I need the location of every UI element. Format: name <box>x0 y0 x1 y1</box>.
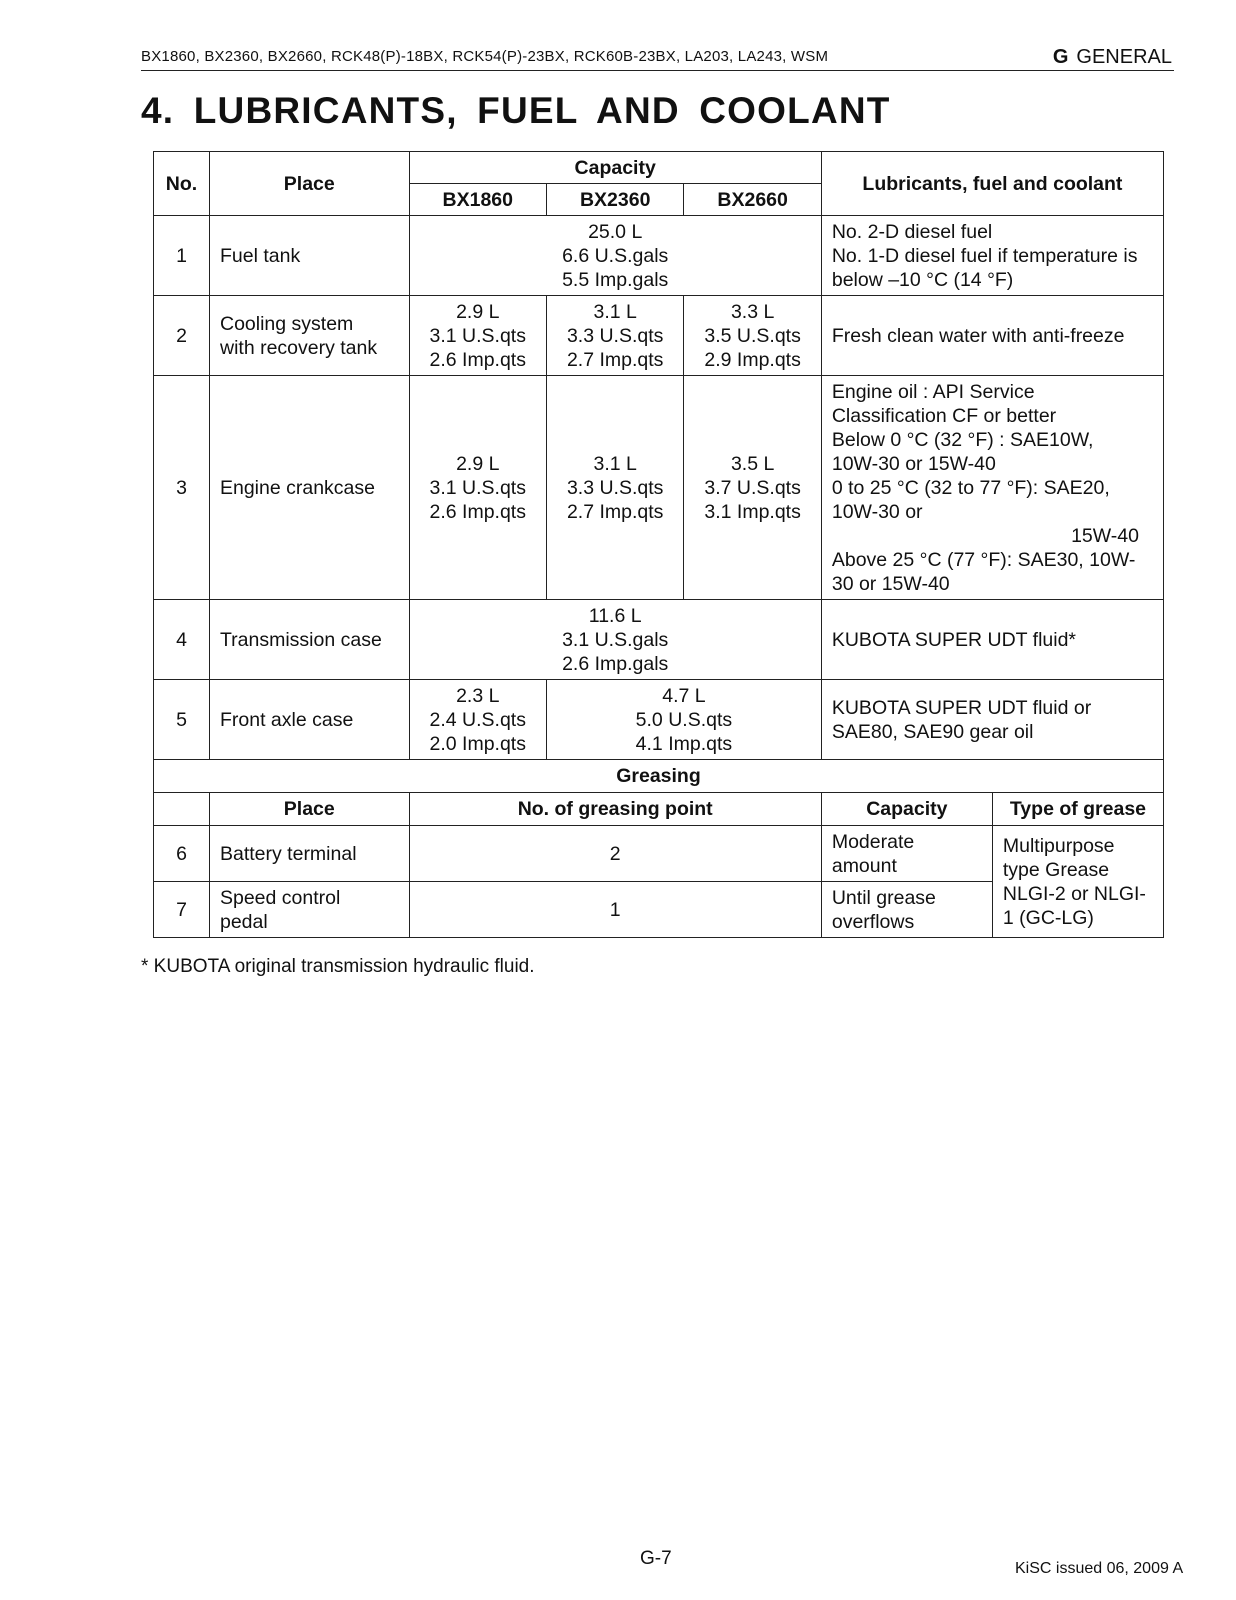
row-number: 7 <box>154 882 210 938</box>
greasing-header-capacity: Capacity <box>821 793 992 826</box>
capacity-bx2360-bx2660: 4.7 L 5.0 U.S.qts 4.1 Imp.qts <box>546 680 821 760</box>
row-place: Battery terminal <box>209 826 409 882</box>
lubricant-spec: No. 2-D diesel fuel No. 1-D diesel fuel if temperature is below –10 °C (14 °F) <box>821 216 1163 296</box>
capacity-bx1860: 2.9 L 3.1 U.S.qts 2.6 Imp.qts <box>409 376 546 600</box>
section-letter: G <box>1052 46 1069 68</box>
table-row <box>154 600 1164 680</box>
capacity-bx1860: 2.3 L 2.4 U.S.qts 2.0 Imp.qts <box>409 680 546 760</box>
row-number: 1 <box>154 216 210 296</box>
header-capacity: Capacity <box>409 152 821 184</box>
lubricants-table <box>153 151 1164 938</box>
capacity-bx2360: 3.1 L 3.3 U.S.qts 2.7 Imp.qts <box>546 376 683 600</box>
model-list: BX1860, BX2360, BX2660, RCK48(P)-18BX, RCK54(P)-23BX, RCK60B-23BX, LA203, LA243, WSM <box>141 48 829 65</box>
section-name: GENERAL <box>1076 46 1172 68</box>
page-title: 4. LUBRICANTS, FUEL AND COOLANT <box>141 90 891 131</box>
capacity-bx2660: 3.5 L 3.7 U.S.qts 3.1 Imp.qts <box>684 376 821 600</box>
row-place: Cooling system with recovery tank <box>209 296 409 376</box>
greasing-header-type: Type of grease <box>992 793 1163 826</box>
capacity-bx2360: 3.1 L 3.3 U.S.qts 2.7 Imp.qts <box>546 296 683 376</box>
row-number: 4 <box>154 600 210 680</box>
capacity-all-models: 11.6 L 3.1 U.S.gals 2.6 Imp.gals <box>409 600 821 680</box>
header-no: No. <box>154 152 210 216</box>
header-model-bx1860: BX1860 <box>409 184 546 216</box>
lubricant-spec: Fresh clean water with anti-freeze <box>821 296 1163 376</box>
page-header <box>141 46 1174 71</box>
issued-label: KiSC issued 06, 2009 A <box>1015 1560 1184 1577</box>
header-row-1 <box>154 152 1164 184</box>
row-place: Speed control pedal <box>209 882 409 938</box>
capacity-bx1860: 2.9 L 3.1 U.S.qts 2.6 Imp.qts <box>409 296 546 376</box>
row-place: Fuel tank <box>209 216 409 296</box>
row-number: 6 <box>154 826 210 882</box>
header-model-bx2660: BX2660 <box>684 184 821 216</box>
table-row <box>154 296 1164 376</box>
greasing-title: Greasing <box>154 760 1164 793</box>
table-row <box>154 680 1164 760</box>
header-place: Place <box>209 152 409 216</box>
footnote: * KUBOTA original transmission hydraulic fluid. <box>141 956 535 977</box>
table-row <box>154 216 1164 296</box>
capacity-bx2660: 3.3 L 3.5 U.S.qts 2.9 Imp.qts <box>684 296 821 376</box>
row-place: Transmission case <box>209 600 409 680</box>
greasing-header-row <box>154 793 1164 826</box>
header-model-bx2360: BX2360 <box>546 184 683 216</box>
page-number: G-7 <box>640 1548 672 1569</box>
lubricant-spec: Engine oil : API Service Classification CF or better Below 0 °C (32 °F) : SAE10W, 10W-30 or 15W-40 0 to 25 °C (32 to 77 °F): SAE20, 10W-30 or 15W-40 Above 25 °C (77 °F): SAE30, 10W- 30 or 15W-40 <box>821 376 1163 600</box>
greasing-header-place: Place <box>209 793 409 826</box>
greasing-header-points: No. of greasing point <box>409 793 821 826</box>
lubricant-spec: KUBOTA SUPER UDT fluid or SAE80, SAE90 gear oil <box>821 680 1163 760</box>
table-row <box>154 826 1164 882</box>
header-lubricants: Lubricants, fuel and coolant <box>821 152 1163 216</box>
greasing-header-no <box>154 793 210 826</box>
greasing-points: 1 <box>409 882 821 938</box>
greasing-points: 2 <box>409 826 821 882</box>
greasing-capacity: Until grease overflows <box>821 882 992 938</box>
capacity-all-models: 25.0 L 6.6 U.S.gals 5.5 Imp.gals <box>409 216 821 296</box>
row-number: 5 <box>154 680 210 760</box>
section-label <box>1053 46 1172 69</box>
greasing-capacity: Moderate amount <box>821 826 992 882</box>
row-number: 2 <box>154 296 210 376</box>
lubricant-spec: KUBOTA SUPER UDT fluid* <box>821 600 1163 680</box>
greasing-title-row <box>154 760 1164 793</box>
row-place: Front axle case <box>209 680 409 760</box>
row-place: Engine crankcase <box>209 376 409 600</box>
row-number: 3 <box>154 376 210 600</box>
table-row <box>154 376 1164 600</box>
grease-type: Multipurpose type Grease NLGI-2 or NLGI- 1 (GC-LG) <box>992 826 1163 938</box>
